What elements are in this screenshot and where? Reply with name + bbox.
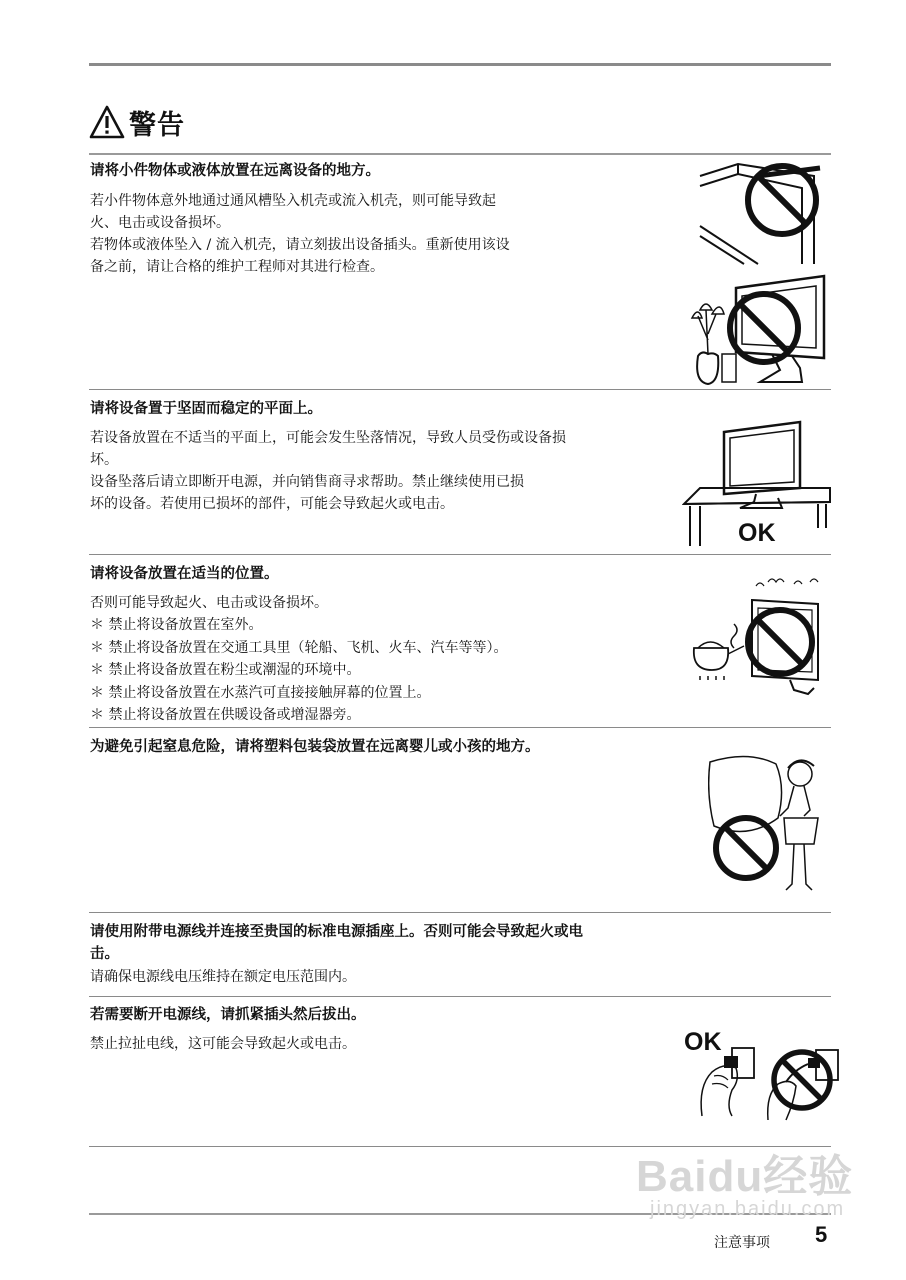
section-power-cord — [90, 921, 690, 988]
body-text: 请确保电源线电压维持在额定电压范围内。 — [90, 969, 356, 985]
body-text: 火、电击或设备损坏。 — [90, 215, 230, 231]
body-text: 若小件物体意外地通过通风槽坠入机壳或流入机壳，则可能导致起 — [90, 193, 496, 209]
section-plastic-bag — [90, 736, 690, 758]
section-proper-location — [90, 563, 690, 727]
steam-near-monitor-prohibited-illustration — [690, 576, 830, 698]
location-bullet-list — [90, 614, 690, 727]
section-divider — [89, 912, 831, 913]
list-item: ＊ 禁止将设备放置在交通工具里（轮船、飞机、火车、汽车等等）。 — [90, 637, 690, 660]
watermark-sub: jingyan.baidu.com — [650, 1198, 846, 1220]
section-small-objects — [90, 160, 690, 278]
warning-triangle-icon — [89, 105, 125, 139]
body-text: 设备坠落后请立即断开电源，并向销售商寻求帮助。禁止继续使用已损 — [90, 474, 524, 490]
pull-cord-prohibited-illustration — [764, 1040, 840, 1122]
child-plastic-bag-prohibited-illustration — [708, 748, 832, 896]
monitor-with-liquids-prohibited-illustration — [690, 270, 830, 388]
section-divider — [89, 389, 831, 390]
list-item: ＊ 禁止将设备放置在粉尘或潮湿的环境中。 — [90, 659, 690, 682]
section-heading: 请将设备置于坚固而稳定的平面上。 — [90, 401, 322, 417]
section-heading: 请将设备放置在适当的位置。 — [90, 566, 279, 582]
section-heading: 若需要断开电源线，请抓紧插头然后拔出。 — [90, 1007, 366, 1023]
page-title: 警告 — [129, 109, 185, 141]
list-item: ＊ 禁止将设备放置在供暖设备或增湿器旁。 — [90, 704, 690, 727]
section-divider — [89, 727, 831, 728]
body-text: 禁止拉扯电线，这可能会导致起火或电击。 — [90, 1036, 356, 1052]
section-heading: 击。 — [90, 946, 119, 962]
unplug-by-plug-illustration — [696, 1046, 758, 1118]
baidu-watermark — [636, 1140, 853, 1221]
body-text: 否则可能导致起火、电击或设备损坏。 — [90, 595, 328, 611]
list-item: ＊ 禁止将设备放置在水蒸汽可直接接触屏幕的位置上。 — [90, 682, 690, 705]
body-text: 若物体或液体坠入 / 流入机壳，请立刻拔出设备插头。重新使用该设 — [90, 237, 510, 253]
vent-slot-prohibited-illustration — [698, 156, 828, 268]
watermark-main: Baidu经验 — [636, 1152, 854, 1201]
section-heading: 请使用附带电源线并连接至贵国的标准电源插座上。否则可能会导致起火或电 — [90, 924, 583, 940]
section-divider — [89, 554, 831, 555]
ok-label: OK — [684, 1028, 722, 1056]
section-heading: 请将小件物体或液体放置在远离设备的地方。 — [90, 163, 380, 179]
section-divider — [89, 996, 831, 997]
section-heading: 为避免引起窒息危险，请将塑料包装袋放置在远离婴儿或小孩的地方。 — [90, 739, 540, 755]
top-rule — [89, 63, 831, 66]
footer-section-label: 注意事项 — [714, 1235, 770, 1251]
body-text: 备之前，请让合格的维护工程师对其进行检查。 — [90, 259, 384, 275]
list-item: ＊ 禁止将设备放置在室外。 — [90, 614, 690, 637]
body-text: 坏。 — [90, 452, 118, 468]
section-divider — [89, 153, 831, 155]
section-unplug — [90, 1004, 690, 1055]
warning-title — [89, 100, 185, 144]
body-text: 若设备放置在不适当的平面上，可能会发生坠落情况，导致人员受伤或设备损 — [90, 430, 566, 446]
ok-label: OK — [738, 519, 776, 547]
body-text: 坏的设备。若使用已损坏的部件，可能会导致起火或电击。 — [90, 496, 454, 512]
section-stable-surface — [90, 398, 690, 515]
page-number: 5 — [815, 1222, 828, 1247]
